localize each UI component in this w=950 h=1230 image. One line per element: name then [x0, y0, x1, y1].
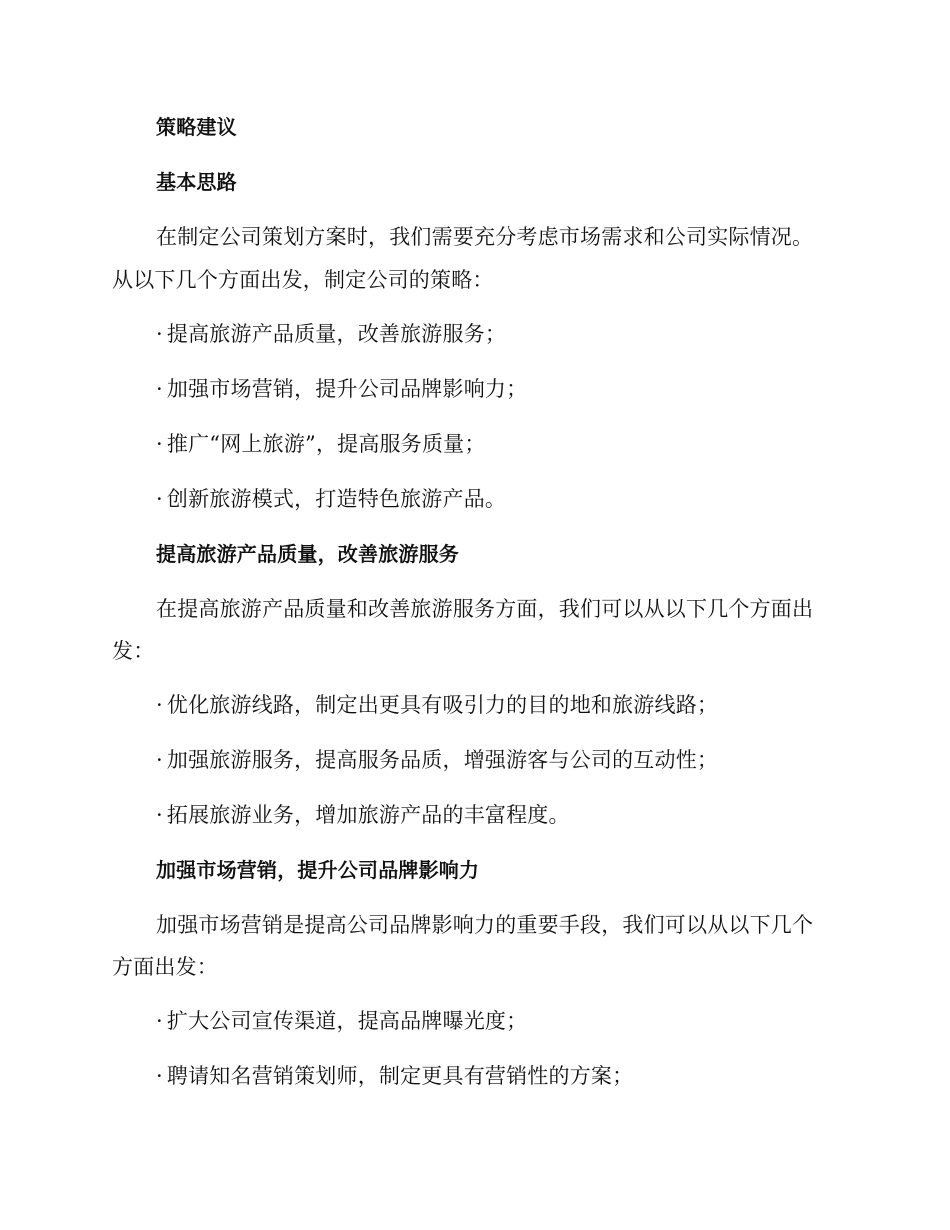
section-title-basic-idea: 基本思路	[156, 170, 237, 194]
list-item-text: 加强旅游服务，提高服务品质，增强游客与公司的互动性；	[166, 748, 719, 772]
list-item	[156, 801, 570, 829]
paragraph-line: 从以下几个方面出发，制定公司的策略：	[112, 268, 494, 292]
list-item-text: 推广“网上旅游”，提高服务质量；	[166, 432, 486, 456]
paragraph-line: 发：	[112, 639, 155, 663]
list-item-text: 聘请知名营销策划师，制定更具有营销性的方案；	[166, 1064, 634, 1088]
section-title-product-quality: 提高旅游产品质量，改善旅游服务	[156, 542, 459, 566]
list-item	[156, 1007, 527, 1035]
bullet-icon: ·	[156, 377, 163, 401]
list-item-text: 提高旅游产品质量，改善旅游服务；	[166, 322, 507, 346]
list-item-text: 加强市场营销，提升公司品牌影响力；	[166, 377, 528, 401]
list-item-text: 扩大公司宣传渠道，提高品牌曝光度；	[166, 1009, 528, 1033]
list-item	[156, 320, 506, 348]
list-item-text: 创新旅游模式，打造特色旅游产品。	[166, 487, 507, 511]
section-title-marketing: 加强市场营销，提升公司品牌影响力	[156, 858, 480, 882]
paragraph-line: 在提高旅游产品质量和改善旅游服务方面，我们可以从以下几个方面出	[156, 597, 814, 621]
list-item-text: 拓展旅游业务，增加旅游产品的丰富程度。	[166, 803, 570, 827]
bullet-icon: ·	[156, 1064, 163, 1088]
bullet-icon: ·	[156, 432, 163, 456]
bullet-icon: ·	[156, 803, 163, 827]
bullet-icon: ·	[156, 487, 163, 511]
list-item	[156, 375, 527, 403]
bullet-icon: ·	[156, 693, 163, 717]
list-item	[156, 485, 506, 513]
list-item-text: 优化旅游线路，制定出更具有吸引力的目的地和旅游线路；	[166, 693, 719, 717]
bullet-icon: ·	[156, 322, 163, 346]
list-item	[156, 746, 718, 774]
paragraph-line: 在制定公司策划方案时，我们需要充分考虑市场需求和公司实际情况。	[156, 225, 814, 249]
paragraph-line: 方面出发：	[112, 955, 218, 979]
heading-strategy: 策略建议	[156, 115, 237, 139]
paragraph-line: 加强市场营销是提高公司品牌影响力的重要手段，我们可以从以下几个	[156, 913, 814, 937]
list-item	[156, 430, 486, 458]
bullet-icon: ·	[156, 1009, 163, 1033]
bullet-icon: ·	[156, 748, 163, 772]
list-item	[156, 1062, 633, 1090]
list-item	[156, 691, 718, 719]
